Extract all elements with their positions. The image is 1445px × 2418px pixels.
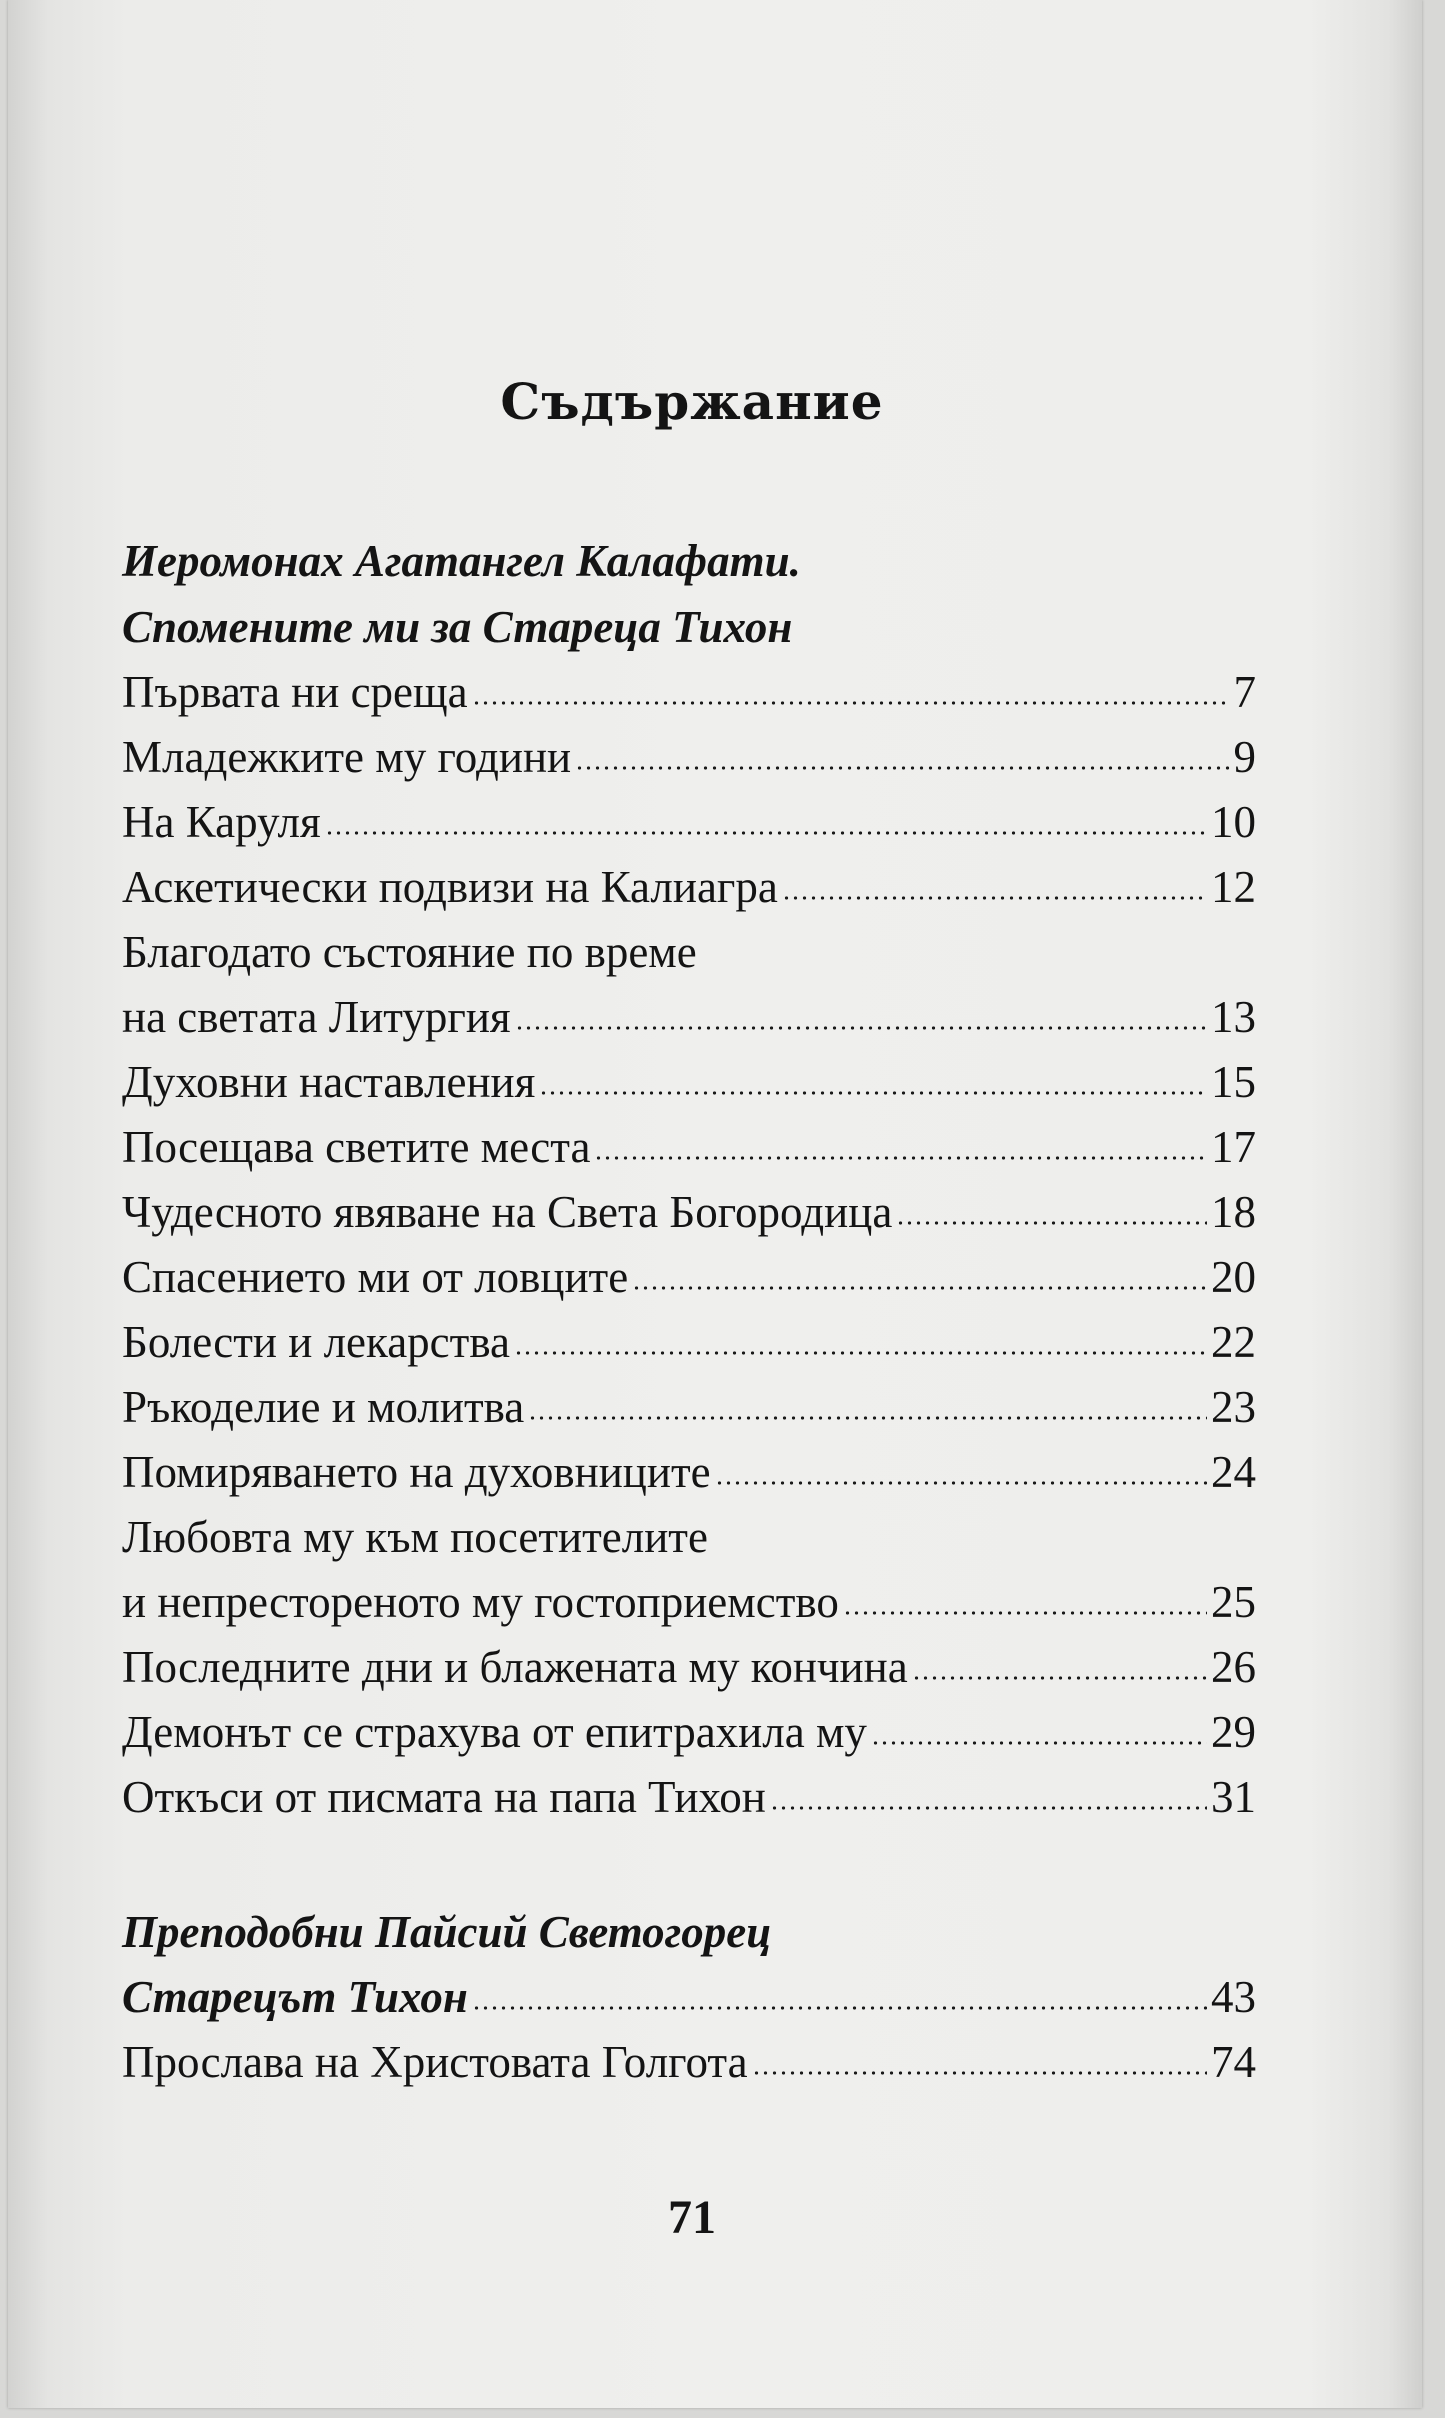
toc-entry-page: 22 bbox=[1211, 1317, 1256, 1367]
toc-entry-bolesti-i-lekarstva[interactable] bbox=[122, 1309, 1256, 1375]
toc-entry-blagodato-line-1[interactable]: Благодато състояние по време bbox=[122, 927, 697, 977]
toc-entry-title: на светата Литургия bbox=[122, 992, 511, 1042]
toc-entry-page: 17 bbox=[1211, 1122, 1256, 1172]
toc-entry-title: На Каруля bbox=[122, 797, 321, 847]
toc-entry-page: 18 bbox=[1211, 1187, 1256, 1237]
toc-entry-title: Болести и лекарства bbox=[122, 1317, 510, 1367]
toc-entry-page: 15 bbox=[1211, 1057, 1256, 1107]
toc-entry-title: Младежките му години bbox=[122, 732, 572, 782]
dot-leader bbox=[843, 1611, 1207, 1615]
toc-entry-page: 25 bbox=[1211, 1577, 1256, 1627]
toc-entry-page: 10 bbox=[1211, 797, 1256, 847]
toc-entry-title: Прослава на Христовата Голгота bbox=[122, 2037, 748, 2087]
toc-entry-page: 23 bbox=[1211, 1382, 1256, 1432]
dot-leader bbox=[472, 701, 1230, 705]
dot-leader bbox=[912, 1676, 1207, 1680]
toc-entry-lyubovta-mu[interactable] bbox=[122, 1569, 1256, 1635]
toc-entry-title: Помиряването на духовниците bbox=[122, 1447, 711, 1497]
dot-leader bbox=[782, 896, 1207, 900]
dot-leader bbox=[528, 1416, 1207, 1420]
dot-leader bbox=[770, 1806, 1207, 1810]
toc-entry-proslava[interactable] bbox=[122, 2029, 1256, 2095]
toc-entry-demonat[interactable] bbox=[122, 1699, 1256, 1765]
section-2-heading: Преподобни Пайсий Светогорец bbox=[122, 1907, 772, 1957]
toc-entry-title: Аскетически подвизи на Калиагра bbox=[122, 862, 778, 912]
toc-entry-lyubovta-line-1[interactable]: Любовта му към посетителите bbox=[122, 1512, 708, 1562]
toc-entry-page: 31 bbox=[1211, 1772, 1256, 1822]
toc-entry-otkasi-ot-pismata[interactable] bbox=[122, 1764, 1256, 1830]
dot-leader bbox=[514, 1351, 1207, 1355]
toc-entry-page: 9 bbox=[1233, 732, 1256, 782]
toc-entry-duhovni-nastavleniya[interactable] bbox=[122, 1049, 1256, 1115]
toc-entry-poseshtava-svetite-mesta[interactable] bbox=[122, 1114, 1256, 1180]
book-page bbox=[8, 0, 1422, 2408]
dot-leader bbox=[575, 766, 1229, 770]
toc-entry-rakodelie-i-molitva[interactable] bbox=[122, 1374, 1256, 1440]
toc-entry-asketicheski-podvizi[interactable] bbox=[122, 854, 1256, 920]
page-title: Съдържание bbox=[500, 372, 884, 431]
toc-entry-title: Демонът се страхува от епитрахила му bbox=[122, 1707, 867, 1757]
toc-entry-title: Откъси от писмата на папа Тихон bbox=[122, 1772, 766, 1822]
section-1-heading-line-2: Спомените ми за Стареца Тихон bbox=[122, 602, 793, 652]
toc-entry-page: 24 bbox=[1211, 1447, 1256, 1497]
toc-entry-parvata-ni-sreshta[interactable] bbox=[122, 659, 1256, 725]
toc-entry-page: 26 bbox=[1211, 1642, 1256, 1692]
toc-entry-page: 20 bbox=[1211, 1252, 1256, 1302]
toc-entry-title: Старецът Тихон bbox=[122, 1972, 468, 2022]
toc-entry-spasenieto-mi[interactable] bbox=[122, 1244, 1256, 1310]
toc-entry-title: Първата ни среща bbox=[122, 667, 468, 717]
section-1-heading-line-1: Иеромонах Агатангел Калафати. bbox=[122, 536, 801, 586]
toc-entry-title: и непрестореното му гостоприемство bbox=[122, 1577, 839, 1627]
toc-entry-page: 7 bbox=[1233, 667, 1256, 717]
toc-entry-title: Чудесното явяване на Света Богородица bbox=[122, 1187, 893, 1237]
toc-entry-poslednite-dni[interactable] bbox=[122, 1634, 1256, 1700]
dot-leader bbox=[752, 2071, 1207, 2075]
toc-entry-title: Последните дни и блажената му кончина bbox=[122, 1642, 908, 1692]
toc-entry-title: Ръкоделие и молитва bbox=[122, 1382, 525, 1432]
dot-leader bbox=[472, 2006, 1207, 2010]
toc-entry-page: 12 bbox=[1211, 862, 1256, 912]
toc-entry-page: 29 bbox=[1211, 1707, 1256, 1757]
toc-entry-page: 13 bbox=[1211, 992, 1256, 1042]
dot-leader bbox=[539, 1091, 1207, 1095]
toc-entry-title: Духовни наставления bbox=[122, 1057, 536, 1107]
toc-entry-mladezhkite-mu-godini[interactable] bbox=[122, 724, 1256, 790]
toc-entry-pomiryavaneto[interactable] bbox=[122, 1439, 1256, 1505]
dot-leader bbox=[871, 1741, 1207, 1745]
toc-entry-page: 43 bbox=[1211, 1972, 1256, 2022]
dot-leader bbox=[715, 1481, 1207, 1485]
dot-leader bbox=[325, 831, 1207, 835]
toc-entry-title: Спасението ми от ловците bbox=[122, 1252, 629, 1302]
toc-entry-title: Посещава светите места bbox=[122, 1122, 591, 1172]
dot-leader bbox=[896, 1221, 1207, 1225]
toc-entry-blagodato-sastoyanie[interactable] bbox=[122, 984, 1256, 1050]
dot-leader bbox=[594, 1156, 1207, 1160]
toc-entry-staretsat-tihon[interactable] bbox=[122, 1964, 1256, 2030]
toc-entry-page: 74 bbox=[1211, 2037, 1256, 2087]
page-content bbox=[122, 0, 1262, 2408]
dot-leader bbox=[515, 1026, 1207, 1030]
toc-entry-na-karulya[interactable] bbox=[122, 789, 1256, 855]
page-number: 71 bbox=[668, 2191, 716, 2244]
dot-leader bbox=[632, 1286, 1207, 1290]
toc-entry-chudesnoto-yavyavane[interactable] bbox=[122, 1179, 1256, 1245]
